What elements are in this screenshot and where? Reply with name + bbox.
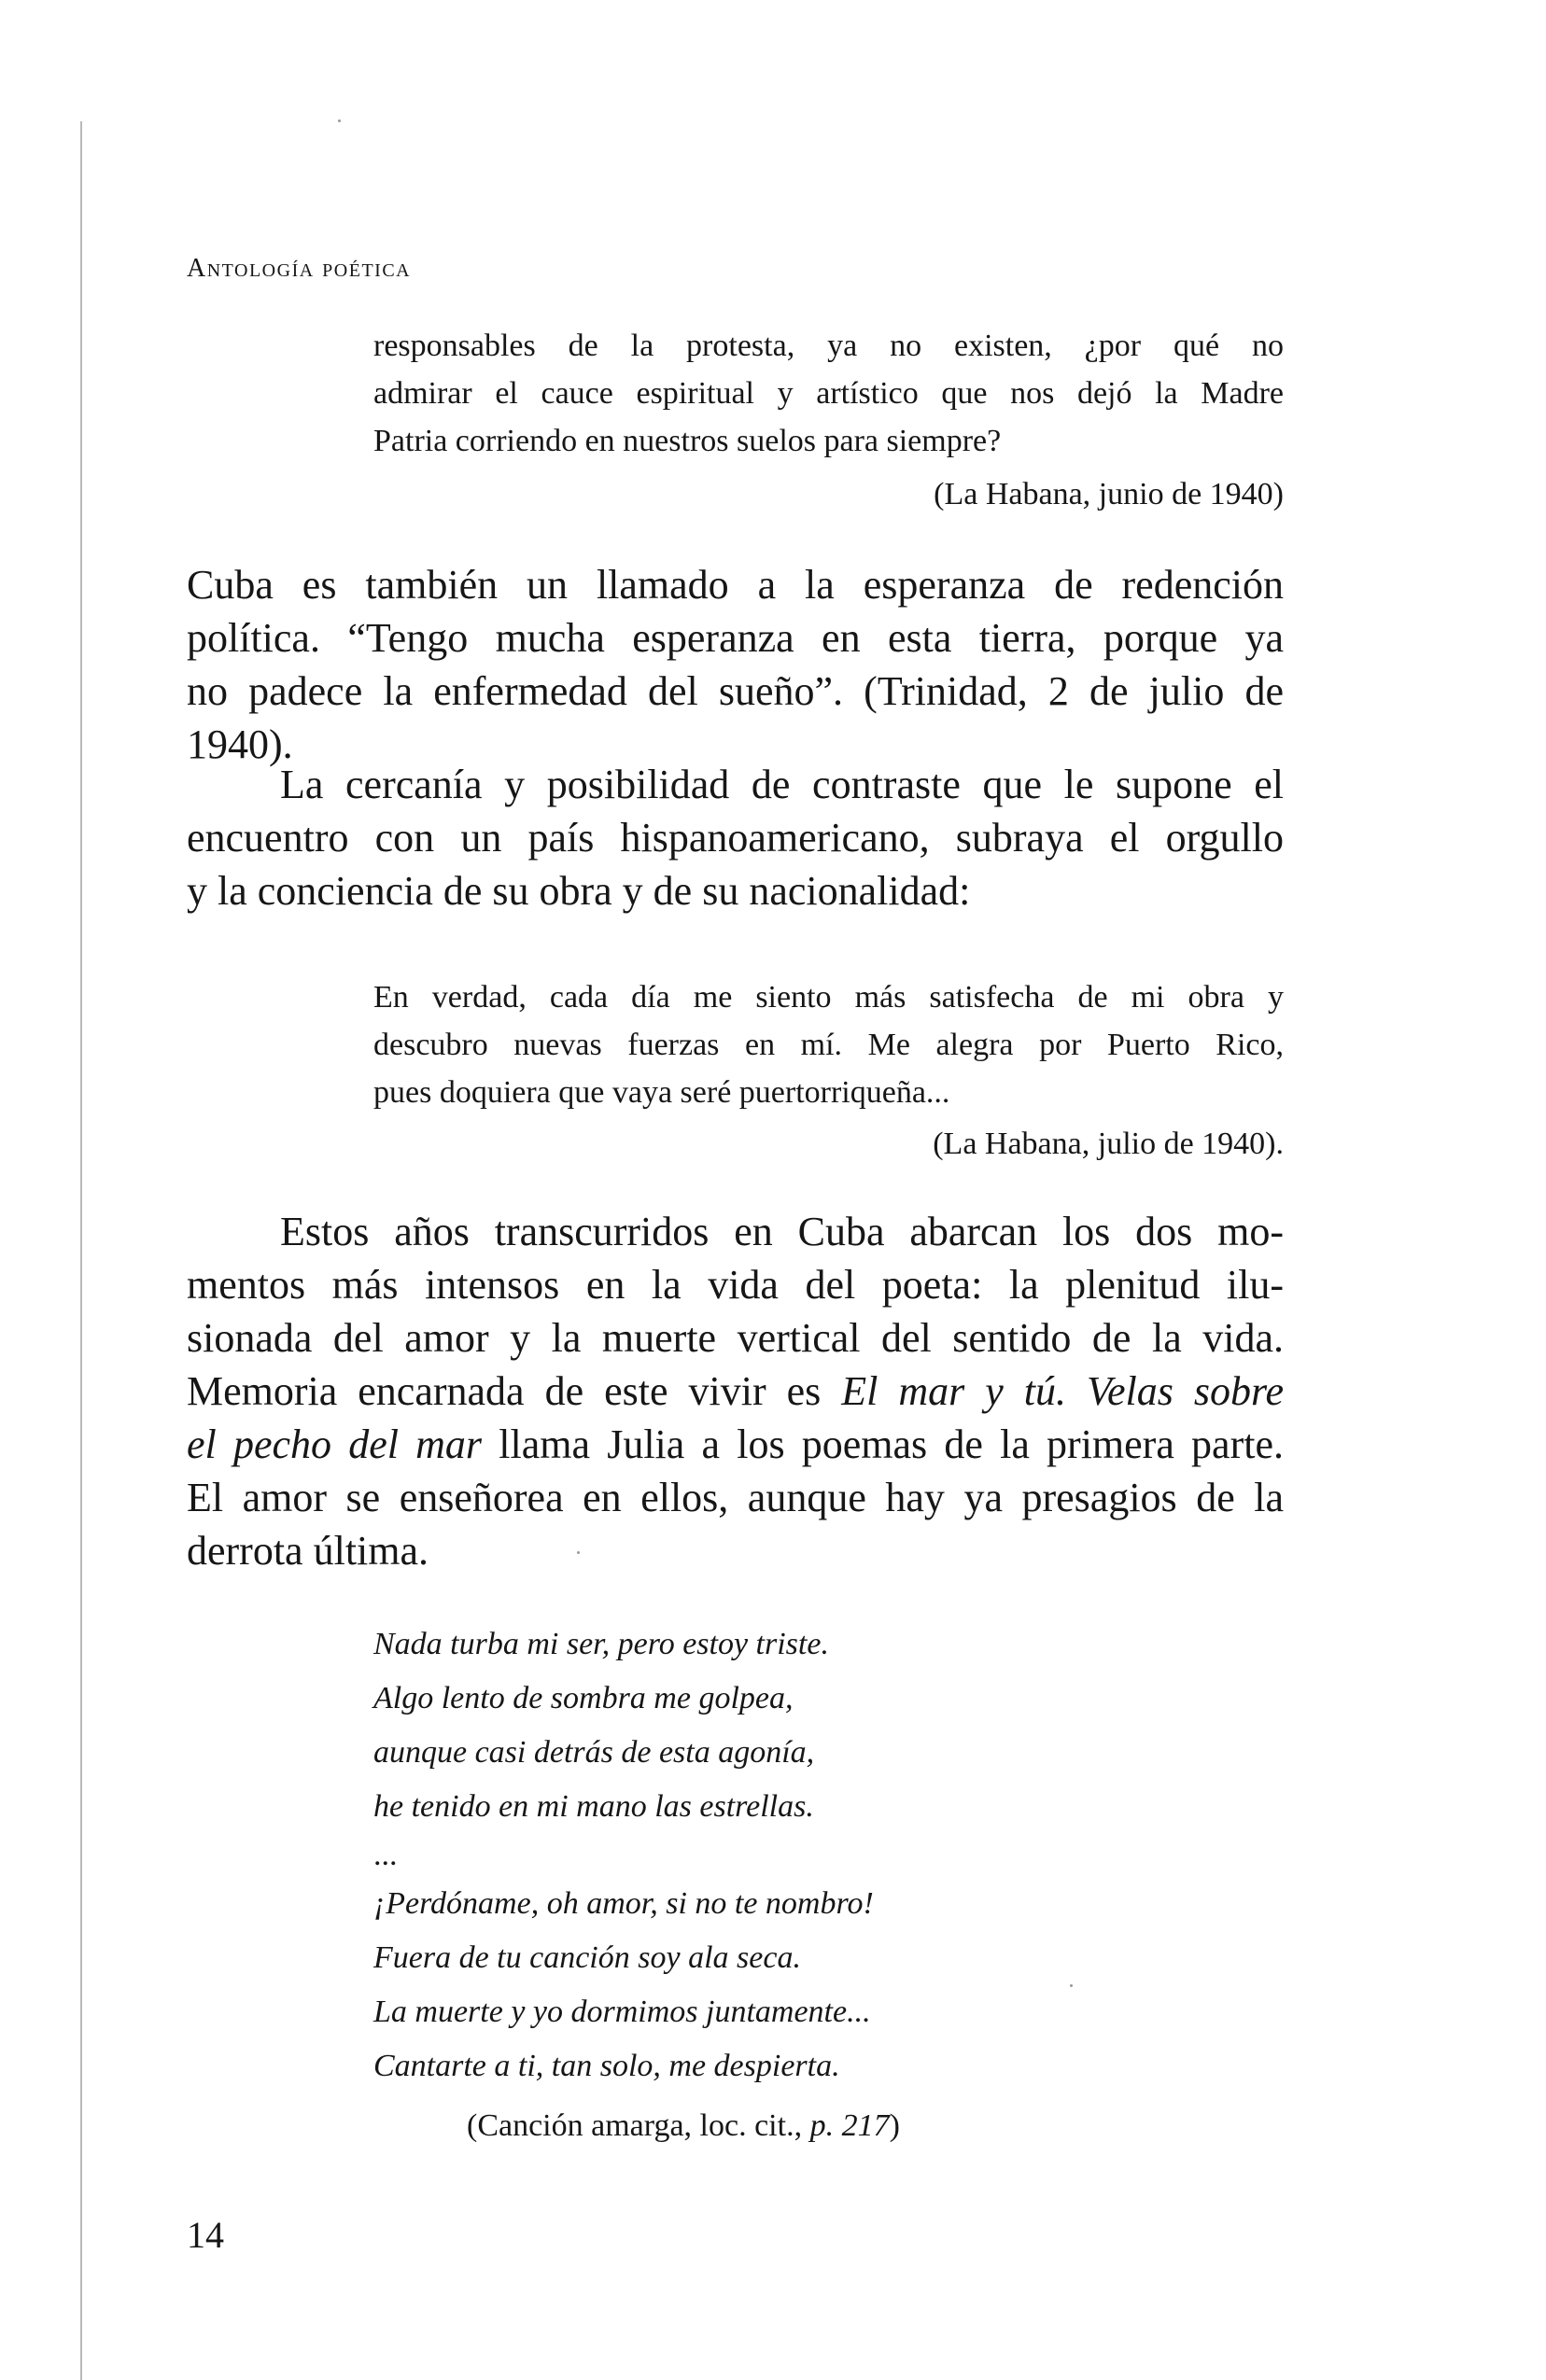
poem-ellipsis: ... bbox=[373, 1838, 398, 1872]
paragraph-line: Cuba es también un llamado a la esperanza de redención bbox=[187, 562, 1284, 608]
quote-line: Patria corriendo en nuestros suelos para siempre? bbox=[373, 424, 1002, 458]
paragraph-text: Memoria encarnada de este vivir es bbox=[187, 1368, 842, 1414]
paragraph-1 bbox=[187, 558, 1284, 771]
quote-citation: (La Habana, julio de 1940). bbox=[933, 1127, 1284, 1161]
paragraph-2 bbox=[187, 758, 1284, 917]
paragraph-line: política. “Tengo mucha esperanza en esta tierra, porque ya bbox=[187, 615, 1284, 661]
poem-verse: Algo lento de sombra me golpea, bbox=[373, 1681, 794, 1715]
section-title: Velas sobre bbox=[1086, 1368, 1284, 1414]
paragraph-line bbox=[187, 1418, 1284, 1471]
section-title: el pecho del mar bbox=[187, 1421, 483, 1467]
citation-close: ) bbox=[889, 2108, 900, 2143]
citation-text: (Canción amarga, loc. cit., bbox=[467, 2108, 810, 2143]
poem-verse: Fuera de tu canción soy ala seca. bbox=[373, 1940, 801, 1975]
paragraph-text: llama Julia a los poemas de la primera parte. bbox=[482, 1421, 1284, 1467]
binding-edge-line bbox=[80, 121, 82, 2380]
paragraph-line: encuentro con un país hispanoamericano, subraya el orgullo bbox=[187, 815, 1284, 861]
poem-citation bbox=[373, 2099, 1083, 2153]
poem-verse: Cantarte a ti, tan solo, me despierta. bbox=[373, 2049, 840, 2083]
paragraph-line: 1940). bbox=[187, 721, 293, 767]
paragraph-line: y la conciencia de su obra y de su nacionalidad: bbox=[187, 868, 971, 914]
quote-line: En verdad, cada día me siento más satisfecha de mi obra y bbox=[373, 980, 1284, 1015]
poem-verse: aunque casi detrás de esta agonía, bbox=[373, 1735, 815, 1770]
block-quote-1 bbox=[373, 322, 1284, 518]
quote-line: pues doquiera que vaya seré puertorriqueña... bbox=[373, 1075, 950, 1110]
poem-verse: ¡Perdóname, oh amor, si no te nombro! bbox=[373, 1886, 874, 1921]
paragraph-line: El amor se enseñorea en ellos, aunque hay ya presagios de la bbox=[187, 1475, 1284, 1520]
quote-line: admirar el cauce espiritual y artístico que nos dejó la Madre bbox=[373, 376, 1284, 411]
paragraph-line: mentos más intensos en la vida del poeta: la plenitud ilu- bbox=[187, 1262, 1284, 1308]
poem-verse: he tenido en mi mano las estrellas. bbox=[373, 1789, 814, 1824]
quote-citation: (La Habana, junio de 1940) bbox=[934, 477, 1284, 511]
paragraph-line: derrota última. bbox=[187, 1528, 429, 1574]
paragraph-line: Estos años transcurridos en Cuba abarcan los dos mo- bbox=[280, 1209, 1284, 1254]
poem-verse: La muerte y yo dormimos juntamente... bbox=[373, 1995, 871, 2029]
citation-page: p. 217 bbox=[809, 2108, 890, 2143]
paragraph-line bbox=[187, 1365, 1284, 1418]
running-header: Antología poética bbox=[187, 254, 412, 283]
page-number: 14 bbox=[187, 2214, 224, 2256]
paragraph-line: no padece la enfermedad del sueño”. (Trinidad, 2 de julio de bbox=[187, 668, 1284, 714]
paragraph-line: La cercanía y posibilidad de contraste que le supone el bbox=[280, 762, 1284, 807]
poem-excerpt bbox=[373, 1617, 1083, 2153]
paragraph-3 bbox=[187, 1205, 1284, 1577]
quote-line: responsables de la protesta, ya no existen, ¿por qué no bbox=[373, 329, 1284, 363]
scan-speck bbox=[338, 119, 341, 122]
book-title: El mar y tú. bbox=[841, 1368, 1066, 1414]
block-quote-2 bbox=[373, 973, 1284, 1168]
quote-line: descubro nuevas fuerzas en mí. Me alegra por Puerto Rico, bbox=[373, 1028, 1284, 1062]
paragraph-line: sionada del amor y la muerte vertical del sentido de la vida. bbox=[187, 1315, 1284, 1361]
poem-verse: Nada turba mi ser, pero estoy triste. bbox=[373, 1627, 829, 1661]
